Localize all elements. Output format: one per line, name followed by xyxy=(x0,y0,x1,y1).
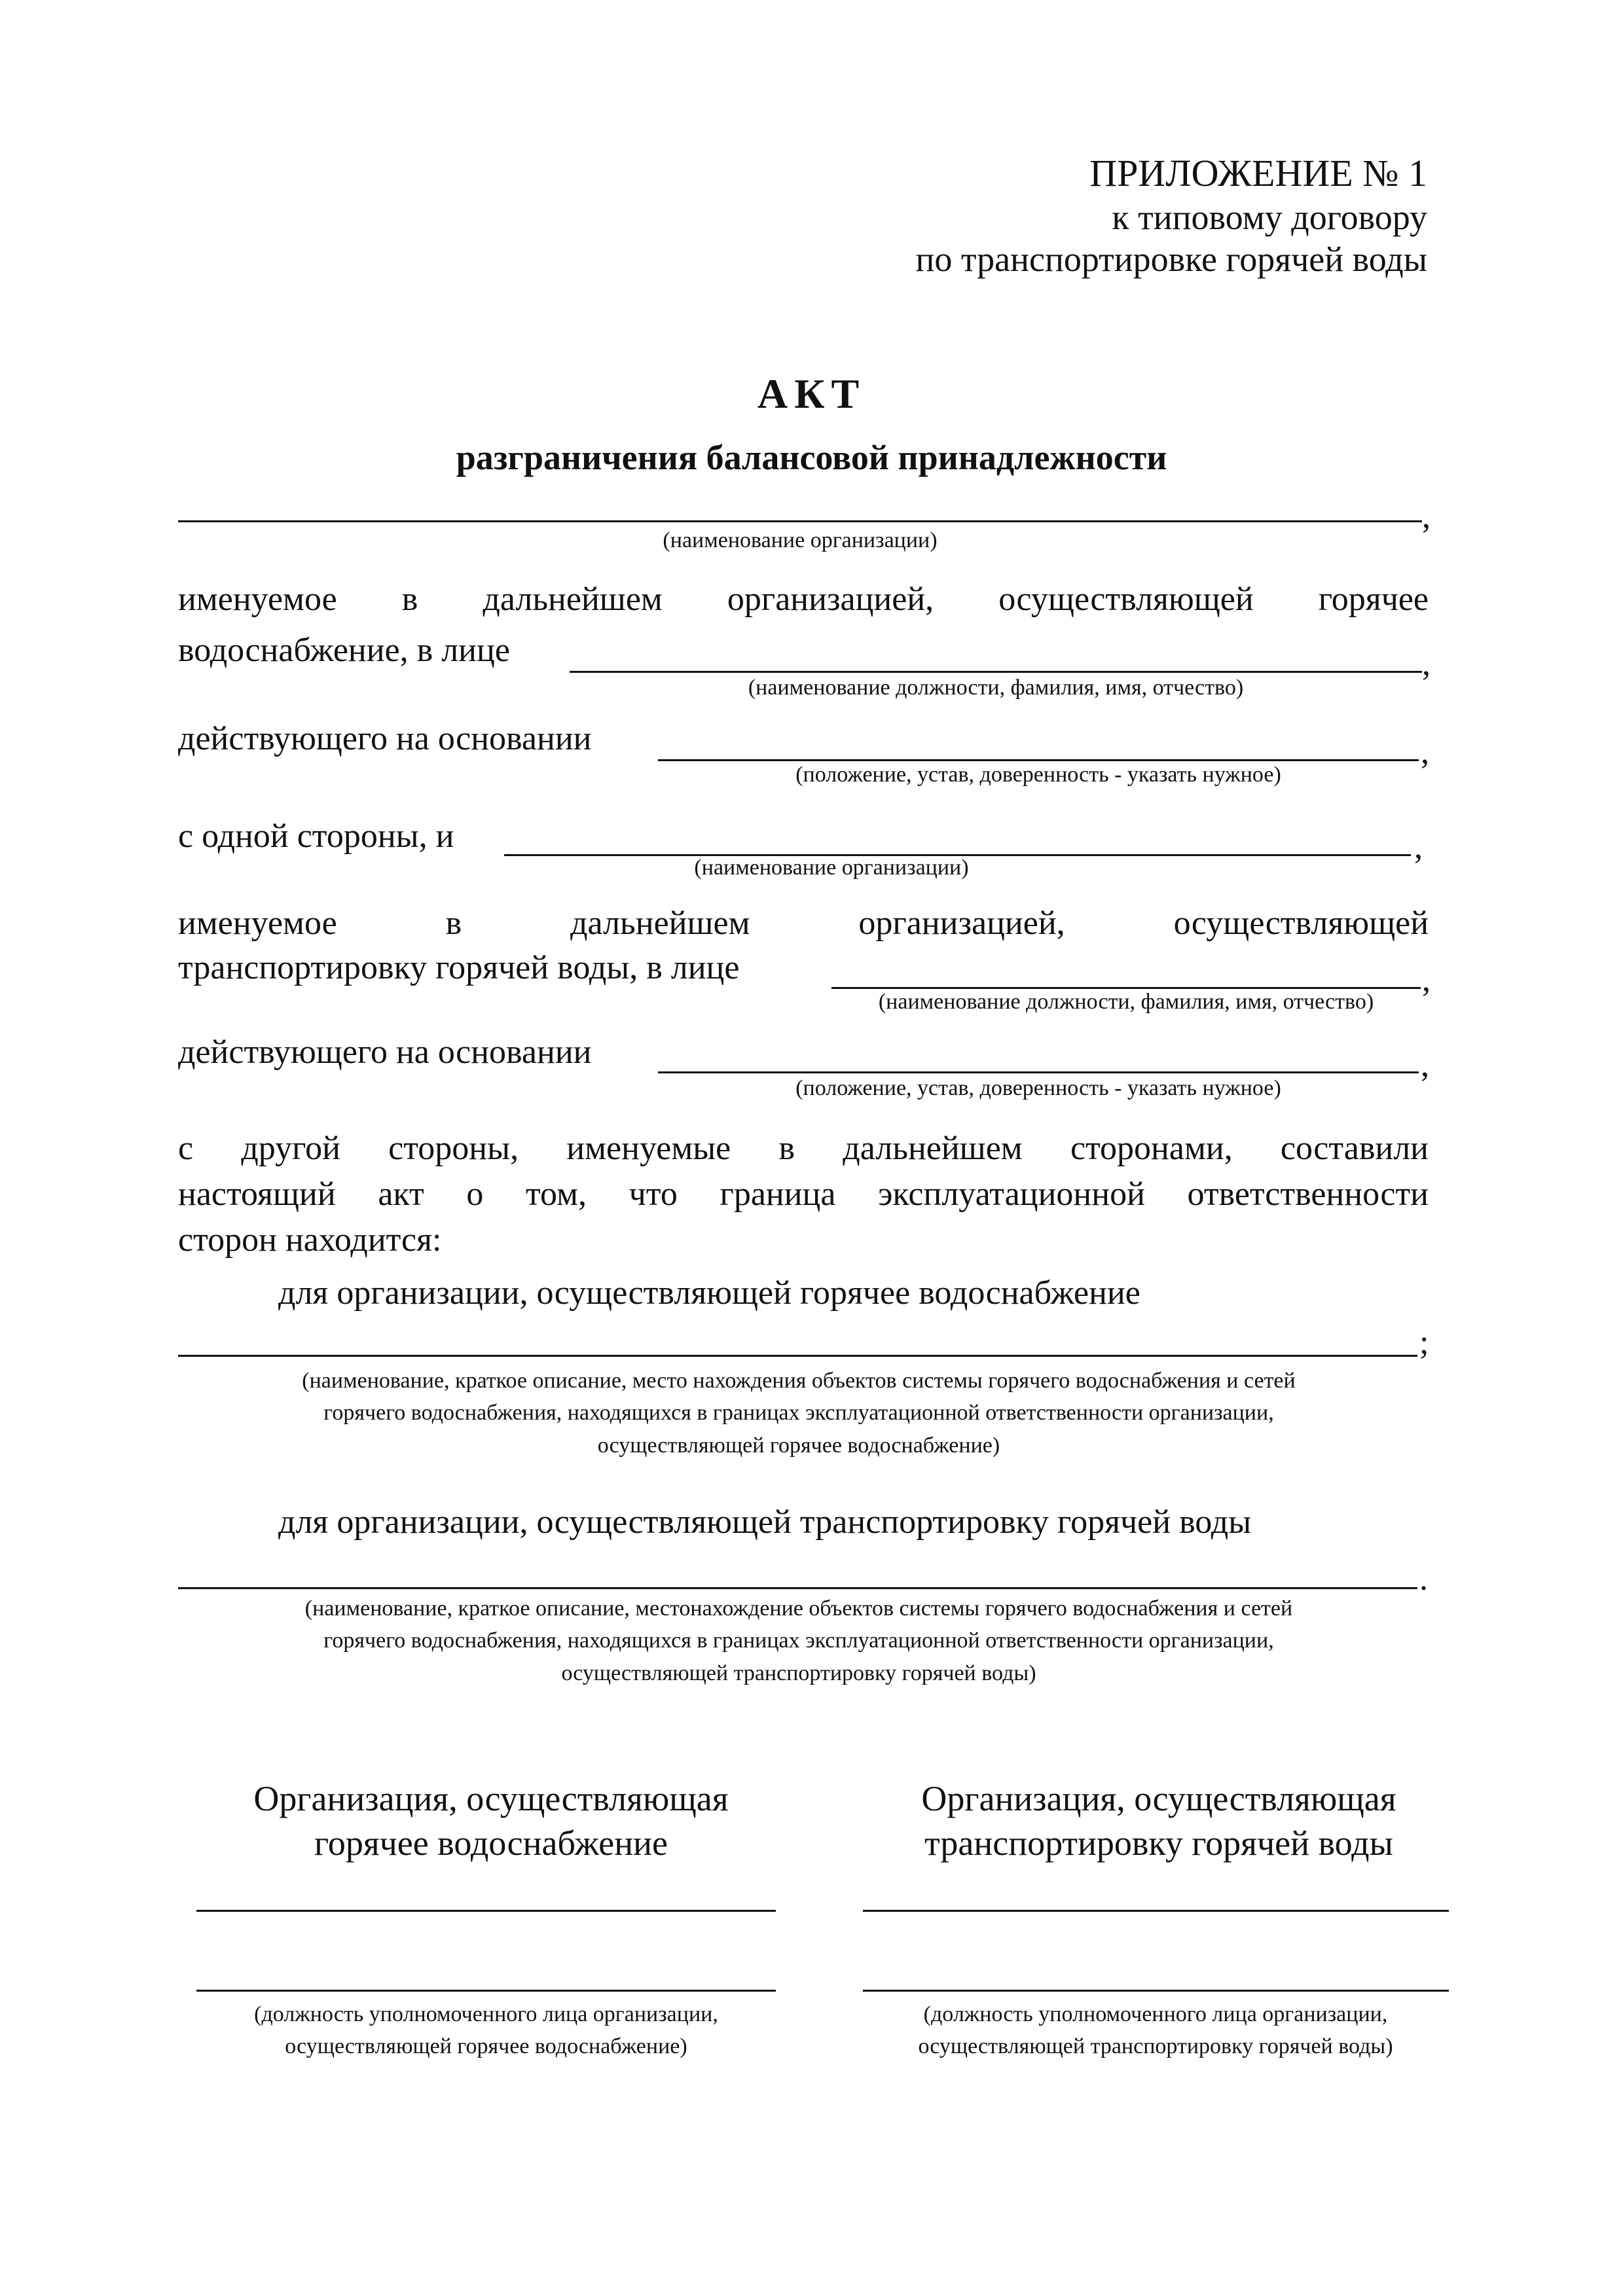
basis-comma-1: , xyxy=(1421,734,1429,771)
document-subtitle: разграничения балансовой принадлежности xyxy=(456,438,1167,477)
org-name-comma: , xyxy=(1422,498,1431,535)
transport-boundary-heading: для организации, осуществляющей транспортировку горячей воды xyxy=(278,1503,1252,1541)
paragraph-other-side-l1: с другой стороны, именуемые в дальнейшем сторонами, составили xyxy=(178,1130,1429,1167)
basis-caption-2: (положение, устав, доверенность - указать нужное) xyxy=(795,1076,1281,1100)
hw-note-line1: (наименование, краткое описание, место нахождения объектов системы горячего водоснабжения и сетей xyxy=(302,1369,1296,1393)
hw-note-line2: горячего водоснабжения, находящихся в границах эксплуатационной ответственности организации, xyxy=(323,1401,1274,1426)
tr-note-line2: горячего водоснабжения, находящихся в границах эксплуатационной ответственности организации, xyxy=(323,1628,1274,1653)
sig-right-title-line2: транспортировку горячей воды xyxy=(924,1823,1393,1863)
org-name-blank[interactable] xyxy=(178,520,1422,522)
paragraph-transport-org xyxy=(178,903,1429,944)
transport-boundary-blank[interactable] xyxy=(178,1587,1417,1589)
signature-left-title xyxy=(196,1777,786,1865)
basis-label-1: действующего на основании xyxy=(178,720,592,757)
paragraph-other-side-l3: сторон находится: xyxy=(178,1221,442,1259)
signature-right-blank-1[interactable] xyxy=(863,1910,1449,1912)
sig-left-title-line1: Организация, осуществляющая xyxy=(253,1779,729,1818)
basis-caption-1: (положение, устав, доверенность - указать нужное) xyxy=(795,762,1281,787)
org-name-comma-2: , xyxy=(1414,829,1423,866)
sig-right-caption-line2: осуществляющей транспортировку горячей воды) xyxy=(918,2034,1393,2059)
hot-water-boundary-heading: для организации, осуществляющей горячее водоснабжение xyxy=(278,1274,1140,1312)
signature-right-caption xyxy=(845,1998,1467,2063)
hw-note-line3: осуществляющей горячее водоснабжение) xyxy=(597,1433,1000,1458)
person-blank-1[interactable] xyxy=(570,671,1422,673)
hot-water-boundary-blank[interactable] xyxy=(178,1355,1417,1357)
transport-period: . xyxy=(1419,1560,1428,1598)
p4-word: дальнейшем xyxy=(570,905,750,942)
sig-left-title-line2: горячее водоснабжение xyxy=(314,1823,668,1863)
tr-note-line3: осуществляющей транспортировку горячей воды) xyxy=(561,1660,1036,1685)
p1-word: горячее xyxy=(1318,581,1429,618)
signature-right-blank-2[interactable] xyxy=(863,1990,1449,1992)
p4-word: в xyxy=(445,905,462,942)
p4-line2-label: транспортировку горячей воды, в лице xyxy=(178,949,740,986)
p4-word: организацией, xyxy=(858,905,1065,942)
hot-water-semicolon: ; xyxy=(1419,1324,1429,1361)
p4-word: именуемое xyxy=(178,905,337,942)
p4-word: осуществляющей xyxy=(1173,905,1429,942)
paragraph-other-side-l2: настоящий акт о том, что граница эксплуатационной ответственности xyxy=(178,1175,1429,1213)
basis-comma-2: , xyxy=(1421,1047,1429,1084)
person-caption-1: (наименование должности, фамилия, имя, отчество) xyxy=(748,675,1244,700)
person-comma-1: , xyxy=(1422,645,1431,683)
basis-label-2: действующего на основании xyxy=(178,1033,592,1071)
person-caption-2: (наименование должности, фамилия, имя, отчество) xyxy=(878,990,1374,1014)
sig-left-caption-line1: (должность уполномоченного лица организации, xyxy=(254,2002,718,2026)
sig-left-caption-line2: осуществляющей горячее водоснабжение) xyxy=(285,2034,687,2059)
sig-right-title-line1: Организация, осуществляющая xyxy=(921,1779,1396,1818)
p1-word: осуществляющей xyxy=(998,581,1254,618)
p1-word: дальнейшем xyxy=(483,581,663,618)
p1-line2-label: водоснабжение, в лице xyxy=(178,632,510,669)
transport-boundary-caption xyxy=(164,1592,1434,1689)
signature-left-caption xyxy=(177,1998,795,2063)
annex-number: ПРИЛОЖЕНИЕ № 1 xyxy=(1089,152,1427,194)
basis-blank-2[interactable] xyxy=(658,1071,1419,1073)
signature-left-blank-1[interactable] xyxy=(196,1910,776,1912)
signature-left-blank-2[interactable] xyxy=(196,1990,776,1992)
org-name-caption: (наименование организации) xyxy=(663,528,938,552)
p1-word: в xyxy=(401,581,418,618)
p1-word: именуемое xyxy=(178,581,337,618)
tr-note-line1: (наименование, краткое описание, местонахождение объектов системы горячего водоснабжения и сетей xyxy=(304,1596,1293,1621)
hot-water-boundary-caption xyxy=(164,1365,1434,1462)
p1-word: организацией, xyxy=(727,581,934,618)
signature-right-title xyxy=(864,1777,1453,1865)
annex-header xyxy=(805,151,1427,281)
person-comma-2: , xyxy=(1422,961,1431,999)
document-title: АКТ xyxy=(757,370,866,417)
annex-contract-subject: по транспортировке горячей воды xyxy=(915,240,1427,279)
org-name-caption-2: (наименование организации) xyxy=(694,855,969,880)
sig-right-caption-line1: (должность уполномоченного лица организации, xyxy=(923,2002,1388,2026)
paragraph-hot-water-org xyxy=(178,579,1429,620)
one-side-label: с одной стороны, и xyxy=(178,817,454,855)
annex-to-contract: к типовому договору xyxy=(1112,197,1427,237)
